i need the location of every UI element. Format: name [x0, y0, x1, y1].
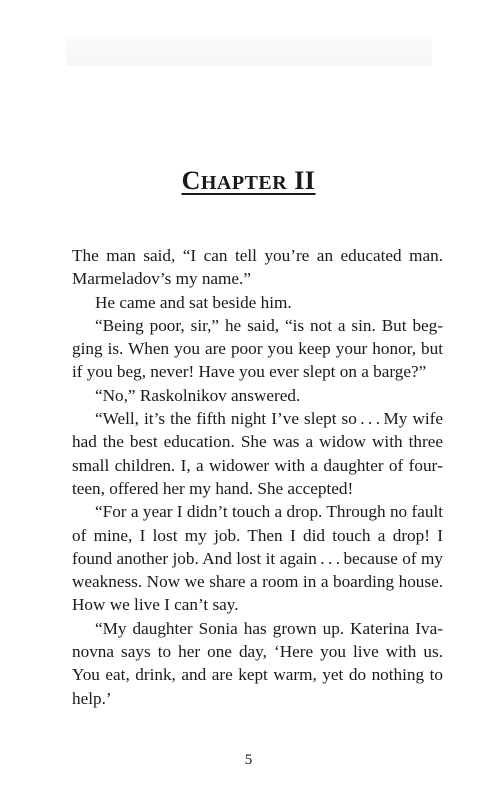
- paragraph: The man said, “I can tell you’re an educated man. Marmeladov’s my name.”: [72, 246, 443, 289]
- chapter-title-initial: C: [181, 166, 201, 195]
- chapter-title: [0, 166, 497, 196]
- chapter-title-text: [182, 166, 316, 195]
- header-band: [66, 36, 432, 66]
- paragraph: “My daughter Sonia has grown up. Katerina Ivanovna says to her one day, ‘Here you live with us. You eat, drink, and are kept warm, yet do nothing to help.’: [72, 618, 443, 708]
- paragraph: “For a year I didn’t touch a drop. Through no fault of mine, I lost my job. Then I did touch a drop! I found another job. And lost it again . . . because of my weakness. Now we share a room in a boarding house. How we live I can’t say.: [72, 502, 443, 615]
- paragraph: He came and sat beside him.: [95, 292, 292, 312]
- paragraph: “Well, it’s the fifth night I’ve slept so . . . My wife had the best education. She was a widow with three small children. I, a widower with a daughter of fourteen, offered her my hand. She accepted!: [72, 409, 443, 498]
- chapter-title-smallcaps: HAPTER: [200, 172, 288, 194]
- paragraph: “No,” Raskolnikov answered.: [95, 385, 301, 405]
- paragraph: “Being poor, sir,” he said, “is not a sin. But begging is. When you are poor you keep your honor, but if you beg, never! Have you ever slept on a barge?”: [72, 315, 443, 382]
- page-number: 5: [244, 752, 253, 768]
- chapter-number: II: [294, 166, 316, 195]
- body-text: [72, 244, 443, 710]
